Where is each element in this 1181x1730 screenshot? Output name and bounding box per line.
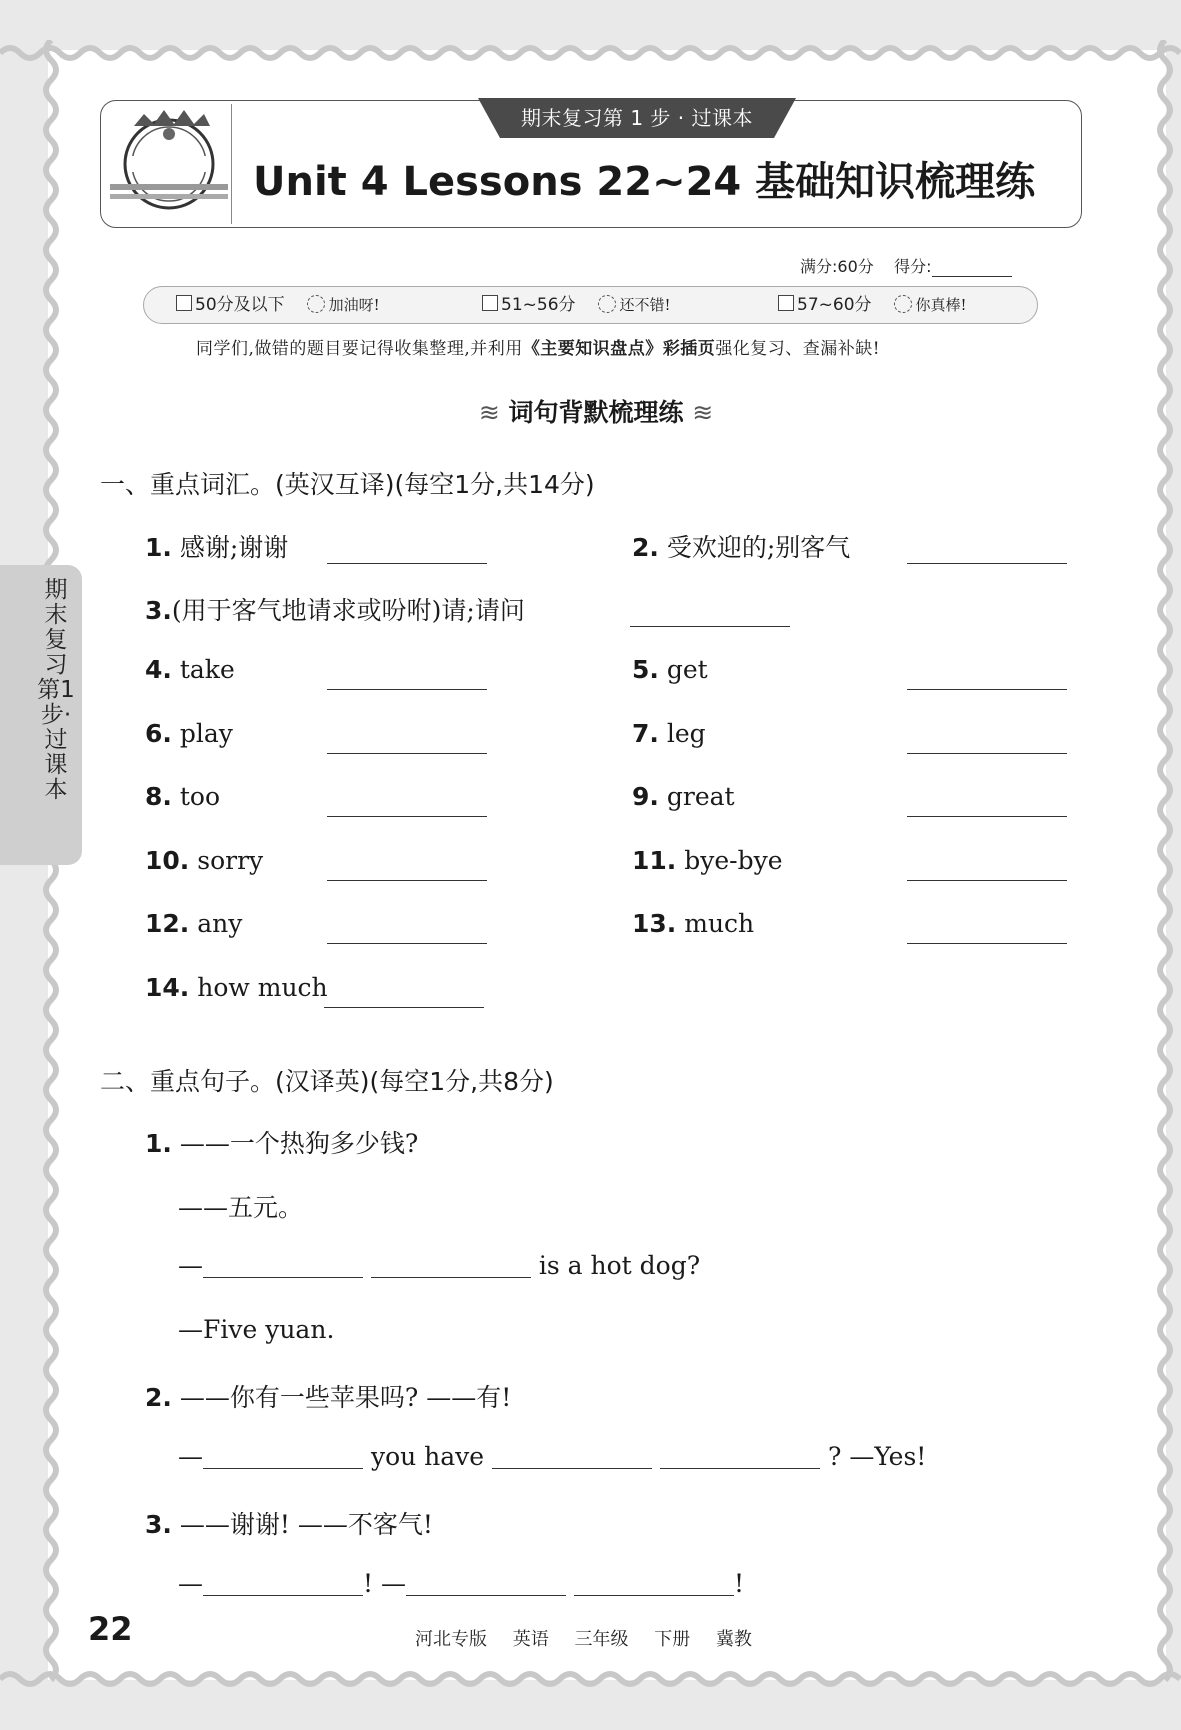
face-icon [307, 295, 325, 313]
notice-text [196, 334, 1096, 359]
rating-checkbox-2[interactable] [482, 295, 498, 311]
answer-blank[interactable] [492, 1442, 652, 1469]
vocab-item-7 [632, 719, 706, 748]
rating-option-2 [482, 290, 671, 320]
item-text: much [684, 909, 755, 938]
answer-blank-14[interactable] [324, 1006, 484, 1008]
sentence-1-chinese-question [145, 1124, 418, 1160]
item-text: 受欢迎的;别客气 [666, 533, 851, 562]
rating-option-1 [176, 290, 380, 320]
item-number: 10. [145, 846, 190, 875]
footer-grade: 三年级 [574, 1629, 629, 1650]
answer-blank[interactable] [406, 1569, 566, 1596]
vocab-item-5 [632, 655, 708, 684]
vocab-item-10 [145, 846, 263, 875]
face-icon [894, 295, 912, 313]
vocab-item-6 [145, 719, 233, 748]
rating-option-3 [778, 290, 967, 320]
answer-blank-7[interactable] [907, 752, 1067, 754]
section-heading-label: 词句背默梳理练 [508, 398, 684, 427]
top-wavy-border [0, 38, 1181, 68]
item-text: too [179, 782, 221, 811]
item-text: play [179, 719, 233, 748]
item-text: take [179, 655, 235, 684]
item-text: bye-bye [684, 846, 783, 875]
item-text: how much [197, 973, 328, 1002]
answer-blank-8[interactable] [327, 815, 487, 817]
sentence-text: ——一个热狗多少钱? [179, 1129, 419, 1158]
sentence-1-english-answer: —Five yuan. [178, 1315, 335, 1344]
face-icon [598, 295, 616, 313]
notice-before: 同学们,做错的题目要记得收集整理,并利用 [196, 339, 523, 359]
footer-volume: 下册 [654, 1629, 691, 1650]
page-number: 22 [88, 1610, 133, 1648]
notice-after: 强化复习、查漏补缺! [715, 339, 881, 359]
vocab-item-12 [145, 909, 242, 938]
vocab-item-11 [632, 846, 783, 875]
item-number: 1. [145, 533, 172, 562]
answer-blank-6[interactable] [327, 752, 487, 754]
wave-icon: ≋ [478, 398, 500, 427]
vocab-item-1 [145, 528, 288, 564]
footer-publisher: 冀教 [715, 1629, 752, 1650]
sentence-2-chinese [145, 1378, 511, 1414]
answer-blank-11[interactable] [907, 879, 1067, 881]
item-text: great [666, 782, 735, 811]
answer-blank[interactable] [203, 1442, 363, 1469]
item-number: 3. [145, 596, 172, 625]
sentence-text: ——谢谢! ——不客气! [179, 1510, 433, 1539]
vocab-item-2 [632, 528, 850, 564]
rating-cheer-3: 你真棒! [915, 296, 967, 314]
vocab-item-9 [632, 782, 735, 811]
vocab-item-13 [632, 909, 754, 938]
item-number: 5. [632, 655, 659, 684]
footer-subject: 英语 [512, 1629, 549, 1650]
item-number: 2. [145, 1383, 172, 1412]
side-tab-label: 期末复习第1步·过课本 [37, 577, 75, 803]
answer-blank[interactable] [203, 1251, 363, 1278]
item-number: 6. [145, 719, 172, 748]
item-text: (用于客气地请求或吩咐)请;请问 [171, 596, 525, 625]
answer-blank-10[interactable] [327, 879, 487, 881]
item-number: 9. [632, 782, 659, 811]
left-wavy-border [36, 40, 66, 1690]
item-text: leg [666, 719, 706, 748]
bottom-wavy-border [0, 1664, 1181, 1694]
notice-insert: 彩插页 [662, 339, 716, 359]
answer-blank-4[interactable] [327, 688, 487, 690]
vocab-item-14 [145, 973, 328, 1002]
answer-blank[interactable] [371, 1251, 531, 1278]
footer-edition: 河北专版 [415, 1629, 487, 1650]
page-title: Unit 4 Lessons 22~24 基础知识梳理练 [253, 159, 1036, 205]
item-text: 感谢;谢谢 [179, 533, 289, 562]
item-number: 14. [145, 973, 190, 1002]
answer-blank-13[interactable] [907, 942, 1067, 944]
item-number: 4. [145, 655, 172, 684]
wave-icon: ≋ [692, 398, 714, 427]
section-heading [446, 393, 746, 433]
banner-label: 期末复习第 1 步 · 过课本 [520, 106, 753, 130]
right-wavy-border [1150, 40, 1180, 1690]
sentence-1-chinese-answer: ——五元。 [178, 1193, 304, 1222]
part2-title: 二、重点句子。(汉译英)(每空1分,共8分) [100, 1067, 554, 1096]
item-number: 2. [632, 533, 659, 562]
sentence-text: is a hot dog? [538, 1251, 701, 1280]
publisher-logo-icon [110, 106, 228, 218]
item-text: any [197, 909, 243, 938]
item-text: sorry [197, 846, 264, 875]
part1-title: 一、重点词汇。(英汉互译)(每空1分,共14分) [100, 470, 595, 499]
rating-checkbox-3[interactable] [778, 295, 794, 311]
answer-blank-5[interactable] [907, 688, 1067, 690]
item-number: 3. [145, 1510, 172, 1539]
sentence-3-chinese [145, 1505, 433, 1541]
rating-range-3: 57~60分 [797, 295, 872, 315]
rating-range-1: 50分及以下 [195, 295, 285, 315]
score-line [800, 254, 1012, 277]
rating-range-2: 51~56分 [501, 295, 576, 315]
vocab-item-8 [145, 782, 220, 811]
header-divider [231, 104, 232, 224]
score-blank[interactable] [932, 260, 1012, 277]
answer-blank-2[interactable] [907, 562, 1067, 564]
full-score-label: 满分:60分 [800, 257, 874, 276]
item-number: 8. [145, 782, 172, 811]
item-number: 13. [632, 909, 677, 938]
rating-cheer-1: 加油呀! [328, 296, 380, 314]
notice-book: 《主要知识盘点》 [522, 339, 663, 359]
answer-blank-3[interactable] [630, 625, 790, 627]
answer-blank[interactable] [660, 1442, 820, 1469]
item-number: 12. [145, 909, 190, 938]
item-number: 1. [145, 1129, 172, 1158]
answer-blank-12[interactable] [327, 942, 487, 944]
answer-blank[interactable] [203, 1569, 363, 1596]
footer-info [415, 1625, 772, 1651]
rating-checkbox-1[interactable] [176, 295, 192, 311]
rating-cheer-2: 还不错! [619, 296, 671, 314]
sentence-text: ? —Yes! [827, 1442, 927, 1471]
got-score-label: 得分: [894, 257, 932, 276]
sentence-1-english-question: — is a hot dog? [178, 1251, 701, 1280]
sentence-2-english: — you have ? —Yes! [178, 1442, 927, 1471]
vocab-item-4 [145, 655, 235, 684]
sentence-3-english: — ! — ! [178, 1569, 744, 1598]
item-number: 7. [632, 719, 659, 748]
answer-blank[interactable] [574, 1569, 734, 1596]
answer-blank-9[interactable] [907, 815, 1067, 817]
sentence-text: you have [370, 1442, 485, 1471]
sentence-text: ——你有一些苹果吗? ——有! [179, 1383, 512, 1412]
answer-blank-1[interactable] [327, 562, 487, 564]
vocab-item-3 [145, 591, 525, 627]
item-number: 11. [632, 846, 677, 875]
item-text: get [666, 655, 708, 684]
